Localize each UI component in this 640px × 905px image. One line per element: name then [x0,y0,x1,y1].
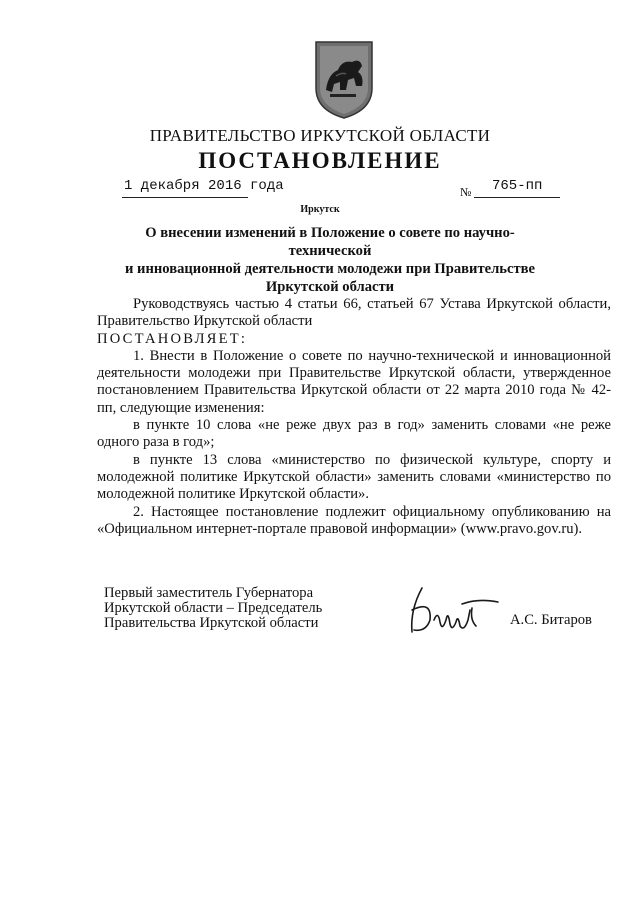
decree-number: 765-пп [492,178,543,194]
signatory-name: А.С. Битаров [510,612,592,628]
title-line-3: Иркутской области [265,279,395,295]
decree-date: 1 декабря 2016 года [124,178,284,194]
number-sign: № [460,185,472,199]
date-underline [122,197,248,198]
city-name: Иркутск [300,204,340,215]
position-line-2: Иркутской области – Председатель [104,600,323,616]
document-type: ПОСТАНОВЛЕНИЕ [198,148,442,173]
decree-body [97,296,611,538]
position-line-3: Правительства Иркутской области [104,615,319,631]
change-1-paragraph: в пункте 10 слова «не реже двух раз в год» заменить словами «не реже одного раза в год»; [97,417,611,451]
title-line-1: О внесении изменений в Положение о совете по научно-технической [145,225,515,259]
number-underline [474,197,560,198]
item-1-paragraph: 1. Внести в Положение о совете по научно-технической и инновационной деятельности молодежи при Правительстве Иркутской области, утвержденное постановлением Правительства Иркутской области от 22 марта 2010 года № 42-пп, следующие изменения: [97,347,611,416]
handwritten-signature [402,580,502,640]
position-line-1: Первый заместитель Губернатора [104,585,314,601]
preamble-paragraph: Руководствуясь частью 4 статьи 66, статьей 67 Устава Иркутской области, Правительство Иркутской области [97,296,611,330]
item-2-paragraph: 2. Настоящее постановление подлежит официальному опубликованию на «Официальном интернет-портале правовой информации» (www.pravo.gov.ru). [97,503,611,537]
coat-of-arms-emblem [312,38,376,120]
signatory-position [104,586,322,631]
title-line-2: и инновационной деятельности молодежи при Правительстве [125,261,535,277]
change-2-paragraph: в пункте 13 слова «министерство по физической культуре, спорту и молодежной политике Иркутской области» заменить словами «министерство по молодежной политике Иркутской области». [97,451,611,503]
resolves-heading: ПОСТАНОВЛЯЕТ: [97,330,248,347]
government-name: ПРАВИТЕЛЬСТВО ИРКУТСКОЙ ОБЛАСТИ [149,126,491,145]
decree-title [110,224,550,296]
